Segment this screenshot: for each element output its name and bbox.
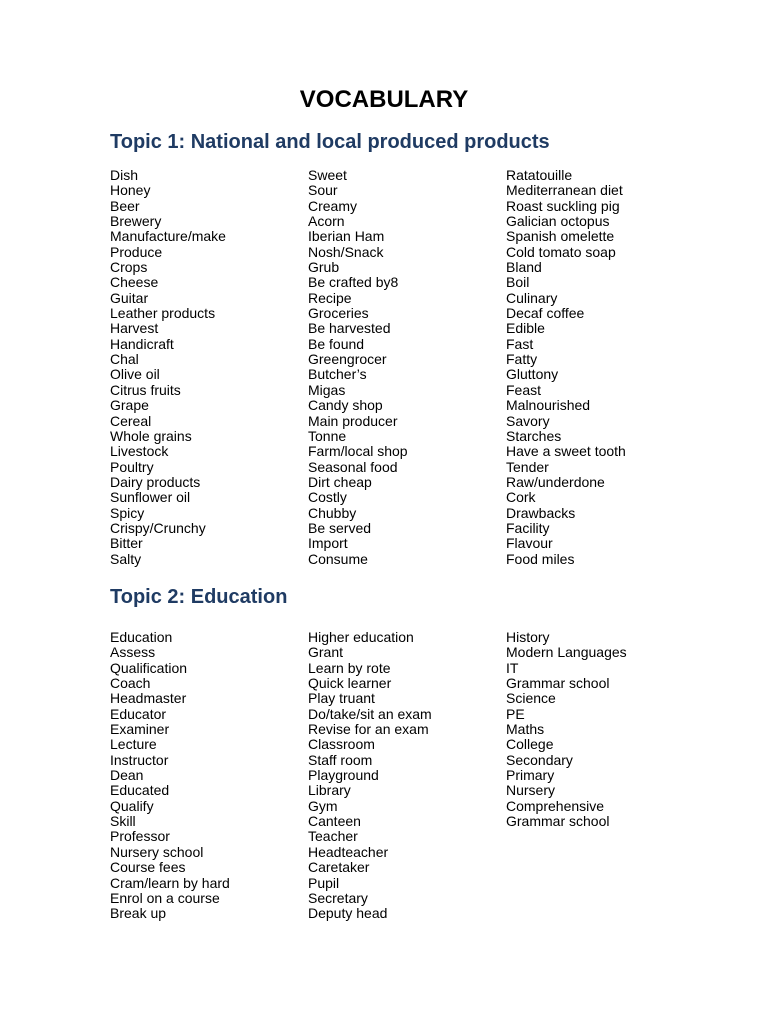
- vocab-word: Coach: [110, 675, 151, 692]
- vocab-word: Dean: [110, 767, 144, 784]
- vocab-word: Honey: [110, 182, 151, 199]
- vocab-word: Classroom: [308, 736, 375, 753]
- vocab-word: Educated: [110, 782, 170, 799]
- vocab-word: PE: [506, 705, 525, 722]
- vocab-word: Be crafted by8: [308, 274, 399, 291]
- vocab-word: Starches: [506, 427, 562, 444]
- vocab-word: Staff room: [308, 751, 373, 768]
- vocab-word: Gluttony: [506, 366, 559, 383]
- vocab-word: Quick learner: [308, 675, 392, 692]
- vocab-word: Grant: [308, 644, 344, 661]
- vocab-word: Poultry: [110, 458, 154, 475]
- vocab-word: Modern Languages: [506, 644, 627, 661]
- vocab-word: Chal: [110, 351, 139, 368]
- vocab-word: IT: [506, 659, 519, 676]
- vocab-word: Flavour: [506, 535, 553, 552]
- vocab-word: Facility: [506, 519, 550, 536]
- vocab-word: Crops: [110, 259, 148, 276]
- vocab-word: Seasonal food: [308, 458, 398, 475]
- vocab-word: Cold tomato soap: [506, 243, 616, 260]
- vocab-word: Lecture: [110, 736, 157, 753]
- vocab-word: Be harvested: [308, 320, 391, 337]
- vocab-word: Nosh/Snack: [308, 243, 384, 260]
- vocab-word: Farm/local shop: [308, 443, 408, 460]
- vocab-word: Whole grains: [110, 427, 192, 444]
- vocab-word: Secretary: [308, 889, 368, 906]
- vocab-word: Migas: [308, 381, 346, 398]
- vocab-word: Nursery school: [110, 843, 204, 860]
- vocab-word: Main producer: [308, 412, 398, 429]
- vocab-word: Consume: [308, 550, 368, 567]
- vocab-word: Costly: [308, 489, 347, 506]
- vocab-word: Drawbacks: [506, 504, 576, 521]
- vocab-word: Science: [506, 690, 556, 707]
- vocab-word: Edible: [506, 320, 545, 337]
- vocab-word: Creamy: [308, 197, 358, 214]
- vocab-word: Ratatouille: [506, 167, 573, 183]
- vocab-word: Acorn: [308, 213, 345, 230]
- vocab-word: Sunflower oil: [110, 489, 191, 506]
- vocab-word: Leather products: [110, 305, 216, 322]
- vocab-word: Harvest: [110, 320, 159, 337]
- vocab-word: Teacher: [308, 828, 358, 845]
- page-title: VOCABULARY: [299, 86, 469, 113]
- vocab-word: Recipe: [308, 289, 352, 306]
- vocab-word: Produce: [110, 243, 163, 260]
- vocab-word: Candy shop: [308, 397, 383, 414]
- vocab-word: Professor: [110, 828, 170, 845]
- vocab-word: Gym: [308, 797, 338, 814]
- vocab-word: Qualification: [110, 659, 188, 676]
- vocab-word: Roast suckling pig: [506, 197, 620, 214]
- vocab-word: Brewery: [110, 213, 162, 230]
- vocab-word: Culinary: [506, 289, 558, 306]
- topic-2-heading: Topic 2: Education: [110, 586, 288, 608]
- vocab-word: Headteacher: [308, 843, 389, 860]
- vocab-word: Qualify: [110, 797, 154, 814]
- vocab-word: Nursery: [506, 782, 556, 799]
- vocab-word: History: [506, 629, 550, 645]
- vocab-word: Beer: [110, 197, 140, 214]
- vocab-word: Library: [308, 782, 351, 799]
- vocab-word: Playground: [308, 767, 379, 784]
- vocab-word: Grub: [308, 259, 340, 276]
- vocab-word: Feast: [506, 381, 542, 398]
- vocab-word: Dirt cheap: [308, 473, 372, 490]
- topic-1-column-3: [506, 168, 626, 567]
- vocab-word: Have a sweet tooth: [506, 443, 626, 460]
- vocab-word: Revise for an exam: [308, 721, 429, 738]
- vocab-word: Livestock: [110, 443, 169, 460]
- vocab-word: Cram/learn by hard: [110, 874, 230, 891]
- topic-1-column-1: [110, 168, 226, 567]
- vocab-word: Deputy head: [308, 905, 388, 922]
- vocab-word: Caretaker: [308, 859, 370, 876]
- vocab-word: Canteen: [308, 813, 361, 830]
- vocab-word: Import: [308, 535, 348, 552]
- vocab-word: Spanish omelette: [506, 228, 615, 245]
- vocab-word: Comprehensive: [506, 797, 605, 814]
- vocab-word: Citrus fruits: [110, 381, 181, 398]
- vocab-word: Decaf coffee: [506, 305, 585, 322]
- vocab-word: Instructor: [110, 751, 169, 768]
- vocab-word: Assess: [110, 644, 156, 661]
- vocab-word: Dairy products: [110, 473, 201, 490]
- topic-2-column-2: [308, 630, 432, 922]
- vocab-word: Bland: [506, 259, 542, 276]
- vocab-word: Education: [110, 629, 173, 645]
- vocab-word: Manufacture/make: [110, 228, 226, 245]
- vocab-word: Enrol on a course: [110, 889, 220, 906]
- vocab-word: Cork: [506, 489, 536, 506]
- vocab-word: Savory: [506, 412, 550, 429]
- vocab-word: Grammar school: [506, 675, 610, 692]
- vocab-word: Handicraft: [110, 335, 174, 352]
- vocab-word: Olive oil: [110, 366, 160, 383]
- vocab-word: Educator: [110, 705, 167, 722]
- vocab-word: Raw/underdone: [506, 473, 605, 490]
- vocab-word: Chubby: [308, 504, 357, 521]
- vocab-word: Greengrocer: [308, 351, 387, 368]
- vocab-word: Groceries: [308, 305, 369, 322]
- vocab-word: Cereal: [110, 412, 152, 429]
- topic-1-column-2: [308, 168, 408, 567]
- vocab-word: Cheese: [110, 274, 159, 291]
- vocab-word: Dish: [110, 167, 139, 183]
- vocab-word: Learn by rote: [308, 659, 391, 676]
- vocab-word: Grammar school: [506, 813, 610, 830]
- vocab-word: Pupil: [308, 874, 340, 891]
- vocab-word: Do/take/sit an exam: [308, 705, 432, 722]
- vocab-word: Crispy/Crunchy: [110, 519, 206, 536]
- vocab-word: Guitar: [110, 289, 149, 306]
- vocab-word: Malnourished: [506, 397, 591, 414]
- vocab-word: Sour: [308, 182, 338, 199]
- vocab-word: Salty: [110, 550, 142, 567]
- vocab-word: Boil: [506, 274, 530, 291]
- vocab-word: Be served: [308, 519, 372, 536]
- vocab-word: Spicy: [110, 504, 145, 521]
- vocab-word: Sweet: [308, 167, 347, 183]
- vocab-word: Maths: [506, 721, 545, 738]
- vocab-word: Tender: [506, 458, 549, 475]
- vocab-word: Galician octopus: [506, 213, 610, 230]
- vocab-word: Skill: [110, 813, 136, 830]
- vocab-word: Iberian Ham: [308, 228, 385, 245]
- vocab-word: Headmaster: [110, 690, 187, 707]
- vocab-word: Secondary: [506, 751, 573, 768]
- vocab-word: Break up: [110, 905, 167, 922]
- vocab-word: College: [506, 736, 554, 753]
- vocab-word: Mediterranean diet: [506, 182, 623, 199]
- vocab-word: Butcher’s: [308, 366, 367, 383]
- vocab-word: Be found: [308, 335, 365, 352]
- topic-2-column-1: [110, 630, 230, 922]
- vocab-word: Tonne: [308, 427, 347, 444]
- topic-2-column-3: [506, 630, 627, 829]
- topic-1-heading: Topic 1: National and local produced products: [110, 131, 550, 153]
- vocab-word: Course fees: [110, 859, 186, 876]
- vocab-word: Bitter: [110, 535, 143, 552]
- vocab-word: Play truant: [308, 690, 375, 707]
- vocab-word: Higher education: [308, 629, 414, 645]
- vocab-word: Grape: [110, 397, 149, 414]
- vocab-word: Fast: [506, 335, 534, 352]
- vocab-word: Primary: [506, 767, 555, 784]
- vocab-word: Examiner: [110, 721, 170, 738]
- vocab-word: Fatty: [506, 351, 538, 368]
- vocab-word: Food miles: [506, 550, 575, 567]
